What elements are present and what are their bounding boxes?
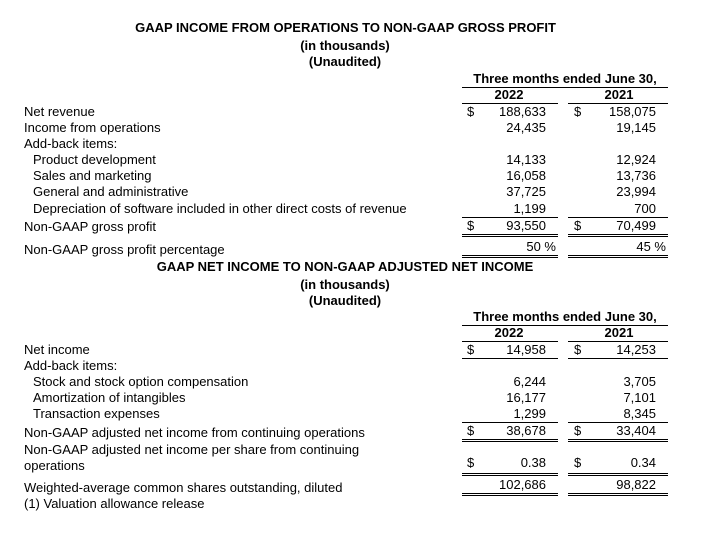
row-transaction-expenses-2021-value: 8,345 bbox=[623, 406, 656, 421]
row-income-from-operations-label: Income from operations bbox=[24, 120, 161, 135]
row-income-from-operations-2021-value: 19,145 bbox=[616, 120, 656, 135]
row-sales-and-marketing-2021-value: 13,736 bbox=[616, 168, 656, 183]
row-gross-profit-percentage-label: Non-GAAP gross profit percentage bbox=[24, 242, 225, 257]
row-sales-and-marketing-2022-value: 16,058 bbox=[506, 168, 546, 183]
row-adjusted-net-income-label: Non-GAAP adjusted net income from continuing operations bbox=[24, 425, 365, 440]
section2-col-2021: 2021 bbox=[604, 325, 634, 340]
row-transaction-expenses-2022-value: 1,299 bbox=[513, 406, 546, 421]
row-depreciation-label: Depreciation of software included in other direct costs of revenue bbox=[33, 201, 407, 216]
row-per-share-2022-value: 0.38 bbox=[520, 455, 546, 470]
section2-title: GAAP NET INCOME TO NON-GAAP ADJUSTED NET INCOME bbox=[156, 259, 534, 274]
row-transaction-expenses-label: Transaction expenses bbox=[33, 406, 160, 421]
section2-period-header: Three months ended June 30, bbox=[473, 309, 657, 324]
section2-per-share-double-line-2021 bbox=[568, 473, 668, 476]
row-net-revenue-2022-value: 188,633 bbox=[499, 104, 546, 119]
section1-total-double-line-2022 bbox=[462, 234, 558, 237]
row-net-income-2022-value: 14,958 bbox=[506, 342, 546, 357]
row-amortization-2021-value: 7,101 bbox=[623, 390, 656, 405]
row-per-share-2021-value: 0.34 bbox=[630, 455, 656, 470]
row-stock-compensation-2021-value: 3,705 bbox=[623, 374, 656, 389]
row-add-back-items-label: Add-back items: bbox=[24, 136, 118, 151]
row-stock-compensation-label: Stock and stock option compensation bbox=[33, 374, 249, 389]
footnote-valuation-allowance: (1) Valuation allowance release bbox=[24, 496, 205, 511]
row-gross-profit-percentage-2021-value: 45 % bbox=[636, 239, 666, 254]
row-weighted-average-shares-2022-value: 102,686 bbox=[499, 477, 546, 492]
section2-total-double-line-2021 bbox=[568, 439, 668, 442]
row-sales-and-marketing-label: Sales and marketing bbox=[33, 168, 152, 183]
row-product-development-2021-value: 12,924 bbox=[616, 152, 656, 167]
row-weighted-average-shares-2021-value: 98,822 bbox=[616, 477, 656, 492]
row-per-share-2022-currency: $ bbox=[467, 455, 475, 470]
row-amortization-2022-value: 16,177 bbox=[506, 390, 546, 405]
row-general-and-administrative-label: General and administrative bbox=[33, 184, 189, 199]
row-per-share-2021-currency: $ bbox=[574, 455, 582, 470]
section2-subtitle-unaudited: (Unaudited) bbox=[308, 293, 382, 308]
row-stock-compensation-2022-value: 6,244 bbox=[513, 374, 546, 389]
row-non-gaap-gross-profit-2022-currency: $ bbox=[467, 218, 475, 233]
row-general-and-administrative-2021-value: 23,994 bbox=[616, 184, 656, 199]
row-depreciation-2022-value: 1,199 bbox=[513, 201, 546, 216]
row-weighted-average-shares-label: Weighted-average common shares outstanding, diluted bbox=[24, 480, 343, 495]
row-non-gaap-gross-profit-label: Non-GAAP gross profit bbox=[24, 219, 156, 234]
section2-net-income-line-2022 bbox=[462, 358, 558, 359]
section1-percent-double-line-2021 bbox=[568, 255, 668, 258]
section1-subtitle-unaudited: (Unaudited) bbox=[308, 54, 382, 69]
row-net-revenue-2021-value: 158,075 bbox=[609, 104, 656, 119]
row-income-from-operations-2022-value: 24,435 bbox=[506, 120, 546, 135]
row-gross-profit-percentage-2022-value: 50 % bbox=[526, 239, 556, 254]
section2-col-2022: 2022 bbox=[494, 325, 524, 340]
section1-subtitle-thousands: (in thousands) bbox=[300, 38, 390, 53]
section1-percent-double-line-2022 bbox=[462, 255, 558, 258]
section1-title: GAAP INCOME FROM OPERATIONS TO NON-GAAP GROSS PROFIT bbox=[135, 20, 556, 35]
row-adjusted-net-income-2021-currency: $ bbox=[574, 423, 582, 438]
row-net-income-2021-value: 14,253 bbox=[616, 342, 656, 357]
row-adjusted-net-income-2022-currency: $ bbox=[467, 423, 475, 438]
section2-net-income-line-2021 bbox=[568, 358, 668, 359]
section1-total-double-line-2021 bbox=[568, 234, 668, 237]
row-net-income-label: Net income bbox=[24, 342, 90, 357]
row-per-share-label-continued: operations bbox=[24, 458, 85, 473]
row-amortization-label: Amortization of intangibles bbox=[33, 390, 186, 405]
row-non-gaap-gross-profit-2022-value: 93,550 bbox=[506, 218, 546, 233]
row-net-revenue-label: Net revenue bbox=[24, 104, 95, 119]
row-add-back-items-2-label: Add-back items: bbox=[24, 358, 118, 373]
section2-per-share-double-line-2022 bbox=[462, 473, 558, 476]
section1-col-2021: 2021 bbox=[604, 87, 634, 102]
row-product-development-label: Product development bbox=[33, 152, 156, 167]
row-net-revenue-2021-currency: $ bbox=[574, 104, 582, 119]
section2-subtitle-thousands: (in thousands) bbox=[300, 277, 390, 292]
section2-shares-double-line-2021 bbox=[568, 493, 668, 496]
section1-period-header: Three months ended June 30, bbox=[473, 71, 657, 86]
row-product-development-2022-value: 14,133 bbox=[506, 152, 546, 167]
row-depreciation-2021-value: 700 bbox=[634, 201, 656, 216]
section2-total-double-line-2022 bbox=[462, 439, 558, 442]
section2-shares-double-line-2022 bbox=[462, 493, 558, 496]
row-non-gaap-gross-profit-2021-currency: $ bbox=[574, 218, 582, 233]
section1-col-2022: 2022 bbox=[494, 87, 524, 102]
row-net-revenue-2022-currency: $ bbox=[467, 104, 475, 119]
row-adjusted-net-income-2022-value: 38,678 bbox=[506, 423, 546, 438]
row-general-and-administrative-2022-value: 37,725 bbox=[506, 184, 546, 199]
row-net-income-2021-currency: $ bbox=[574, 342, 582, 357]
row-net-income-2022-currency: $ bbox=[467, 342, 475, 357]
row-adjusted-net-income-2021-value: 33,404 bbox=[616, 423, 656, 438]
row-per-share-label: Non-GAAP adjusted net income per share from continuing bbox=[24, 442, 360, 457]
row-non-gaap-gross-profit-2021-value: 70,499 bbox=[616, 218, 656, 233]
